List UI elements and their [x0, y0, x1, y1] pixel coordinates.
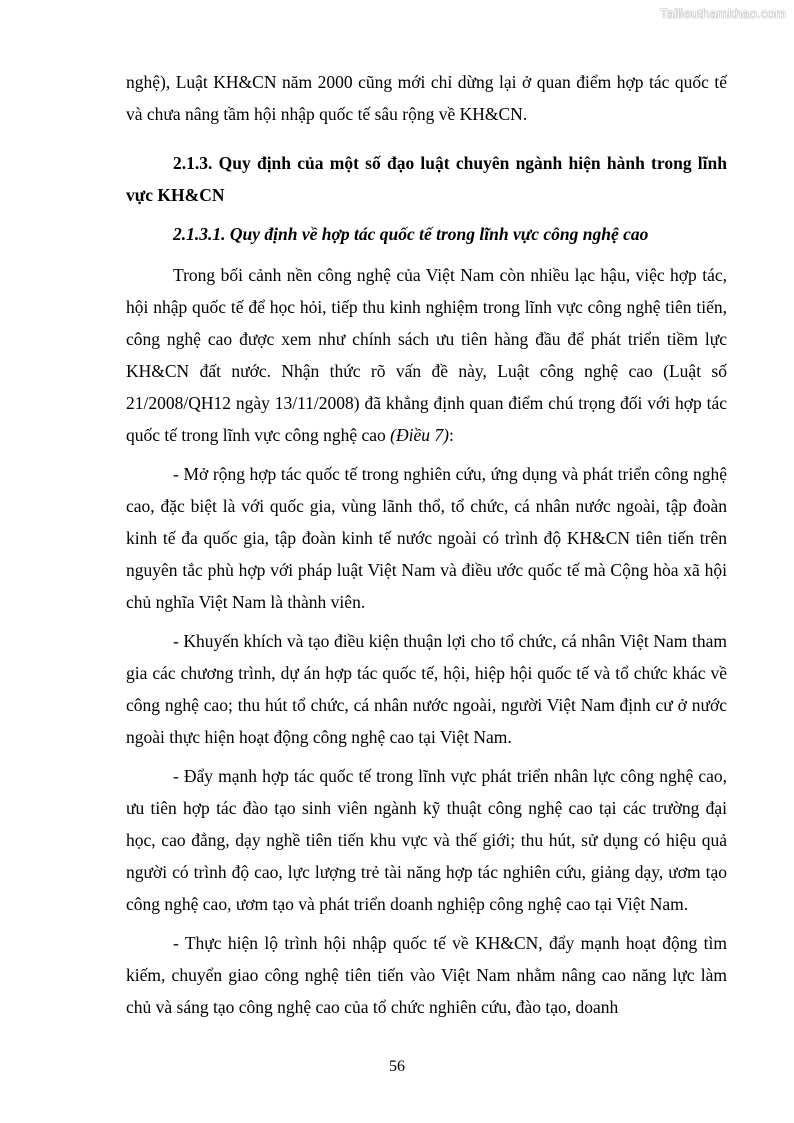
bullet-paragraph: - Mở rộng hợp tác quốc tế trong nghiên cứu, ứng dụng và phát triển công nghệ cao, đặc biệt là với quốc gia, vùng lãnh thổ, tổ chức, cá nhân nước ngoài, tập đoàn kinh tế đa quốc gia, tập đoàn kinh tế nước ngoài có trình độ KH&CN tiên tiến trên nguyên tắc phù hợp với pháp luật Việt Nam và điều ước quốc tế mà Cộng hòa xã hội chủ nghĩa Việt Nam là thành viên. — [126, 464, 727, 612]
site-watermark: Tailieuthamkhao.com — [660, 6, 786, 21]
document-body — [126, 66, 727, 1030]
bullet-paragraph: - Khuyến khích và tạo điều kiện thuận lợi cho tổ chức, cá nhân Việt Nam tham gia các chương trình, dự án hợp tác quốc tế, hội, hiệp hội quốc tế và tổ chức khác về công nghệ cao; thu hút tổ chức, cá nhân nước ngoài, người Việt Nam định cư ở nước ngoài thực hiện hoạt động công nghệ cao tại Việt Nam. — [126, 631, 727, 747]
bullet-paragraph: - Thực hiện lộ trình hội nhập quốc tế về KH&CN, đẩy mạnh hoạt động tìm kiếm, chuyển giao công nghệ tiên tiến vào Việt Nam nhằm nâng cao năng lực làm chủ và sáng tạo công nghệ cao của tổ chức nghiên cứu, đào tạo, doanh — [126, 933, 727, 1017]
subsection-heading: 2.1.3.1. Quy định về hợp tác quốc tế trong lĩnh vực công nghệ cao — [173, 224, 649, 244]
continuation-paragraph: nghệ), Luật KH&CN năm 2000 cũng mới chỉ dừng lại ở quan điểm hợp tác quốc tế và chưa nâng tầm hội nhập quốc tế sâu rộng về KH&CN. — [126, 72, 727, 124]
article-reference: (Điều 7) — [390, 425, 449, 445]
page-number: 56 — [389, 1058, 405, 1075]
intro-colon: : — [448, 425, 454, 445]
intro-paragraph — [126, 259, 727, 451]
intro-text: Trong bối cảnh nền công nghệ của Việt Nam còn nhiều lạc hậu, việc hợp tác, hội nhập quốc tế để học hỏi, tiếp thu kinh nghiệm trong lĩnh vực công nghệ tiên tiến, công nghệ cao được xem như chính sách ưu tiên hàng đầu để phát triển tiềm lực KH&CN đất nước. Nhận thức rõ vấn đề này, Luật công nghệ cao (Luật số 21/2008/QH12 ngày 13/11/2008) đã khẳng định quan điểm chú trọng đối với hợp tác quốc tế trong lĩnh vực công nghệ cao — [126, 265, 727, 445]
bullet-paragraph: - Đẩy mạnh hợp tác quốc tế trong lĩnh vực phát triển nhân lực công nghệ cao, ưu tiên hợp tác đào tạo sinh viên ngành kỹ thuật công nghệ cao tại các trường đại học, cao đẳng, dạy nghề tiên tiến khu vực và thế giới; thu hút, sử dụng có hiệu quả người có trình độ cao, lực lượng trẻ tài năng hợp tác nghiên cứu, giảng dạy, ươm tạo công nghệ cao, ươm tạo và phát triển doanh nghiệp công nghệ cao tại Việt Nam. — [126, 766, 727, 914]
section-heading: 2.1.3. Quy định của một số đạo luật chuyên ngành hiện hành trong lĩnh vực KH&CN — [126, 153, 727, 205]
